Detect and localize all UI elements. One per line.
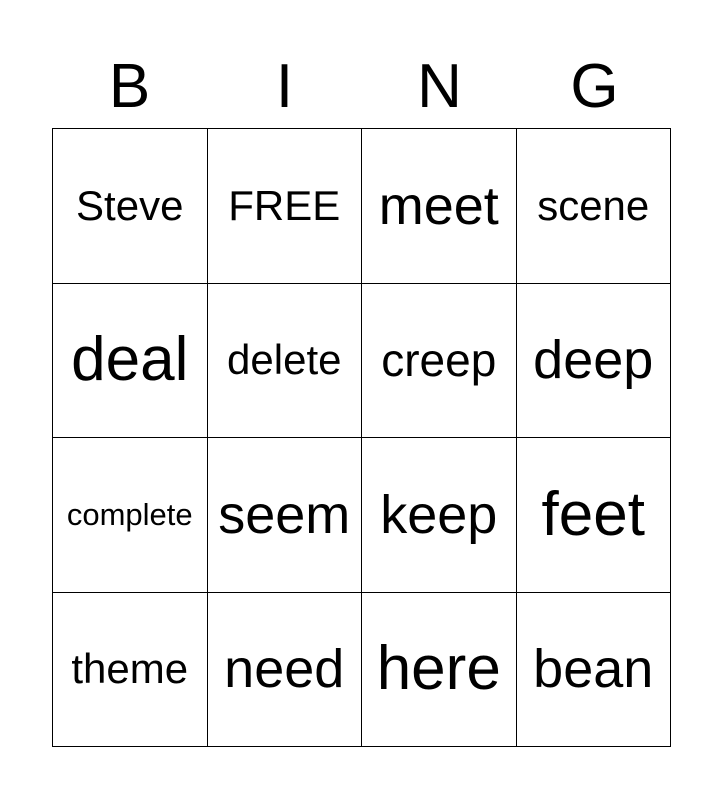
- bingo-cell-r3c1[interactable]: complete: [53, 438, 208, 593]
- bingo-board: [52, 128, 671, 747]
- bingo-cell-free[interactable]: FREE: [208, 129, 363, 284]
- header-letter-g: G: [570, 52, 619, 121]
- bingo-cell-r1c4[interactable]: scene: [517, 129, 672, 284]
- bingo-cell-r4c4[interactable]: bean: [517, 593, 672, 748]
- bingo-cell-r3c4[interactable]: feet: [517, 438, 672, 593]
- bingo-cell-r1c1[interactable]: Steve: [53, 129, 208, 284]
- bingo-cell-r4c1[interactable]: theme: [53, 593, 208, 748]
- bingo-cell-r4c2[interactable]: need: [208, 593, 363, 748]
- header-letter-i: I: [275, 52, 294, 121]
- bingo-cell-r2c2[interactable]: delete: [208, 284, 363, 439]
- bingo-cell-r2c4[interactable]: deep: [517, 284, 672, 439]
- bingo-cell-r2c1[interactable]: deal: [53, 284, 208, 439]
- bingo-header: [52, 52, 672, 122]
- header-letter-b: B: [108, 52, 151, 121]
- bingo-cell-r3c2[interactable]: seem: [208, 438, 363, 593]
- bingo-cell-r1c3[interactable]: meet: [362, 129, 517, 284]
- bingo-cell-r3c3[interactable]: keep: [362, 438, 517, 593]
- bingo-cell-r4c3[interactable]: here: [362, 593, 517, 748]
- bingo-cell-r2c3[interactable]: creep: [362, 284, 517, 439]
- header-letter-n: N: [417, 52, 462, 121]
